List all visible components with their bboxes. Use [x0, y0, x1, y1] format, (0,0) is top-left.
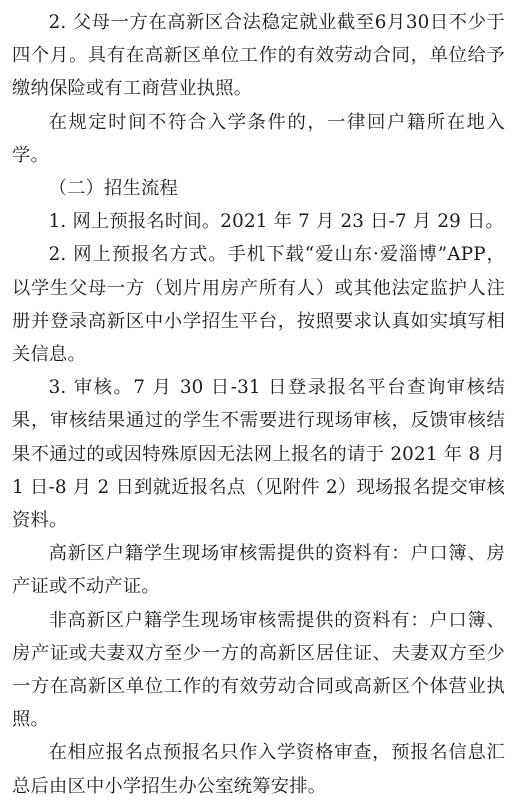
paragraph-pre-registration-method: 2. 网上预报名方式。手机下载“爱山东·爱淄博”APP，以学生父母一方（划片用房产所有人）或其他法定监护人注册并登录高新区中小学招生平台，按照要求认真如实填写相关信息。 — [12, 244, 505, 366]
paragraph-arrangement: 在相应报名点预报名只作入学资格审查，预报名信息汇总后由区中小学招生办公室统筹安排。 — [12, 742, 505, 797]
paragraph-return-hukou: 在规定时间不符合入学条件的，一律回户籍所在地入学。 — [12, 111, 505, 166]
paragraph-nonlocal-materials: 非高新区户籍学生现场审核需提供的资料有：户口簿、房产证或夫妻双方至少一方的高新区居住证、夫妻双方至少一方在高新区单位工作的有效劳动合同或高新区个体营业执照。 — [12, 609, 505, 731]
paragraph-review: 3. 审核。7 月 30 日-31 日登录报名平台查询审核结果，审核结果通过的学生不需要进行现场审核，反馈审核结果不通过的或因特殊原因无法网上报名的请于 2021 年 8 月 1 日-8 月 2 日到就近报名点（见附件 2）现场报名提交审核资料。 — [12, 377, 505, 532]
paragraph-employment-requirement: 2. 父母一方在高新区合法稳定就业截至6月30日不少于四个月。具有在高新区单位工作的有效劳动合同，单位给予缴纳保险或有工商营业执照。 — [12, 12, 505, 100]
paragraph-local-materials: 高新区户籍学生现场审核需提供的资料有：户口簿、房产证或不动产证。 — [12, 543, 505, 598]
paragraph-pre-registration-time: 1. 网上预报名时间。2021 年 7 月 23 日-7 月 29 日。 — [48, 211, 504, 233]
section-heading-enrollment-process: （二）招生流程 — [48, 178, 178, 200]
